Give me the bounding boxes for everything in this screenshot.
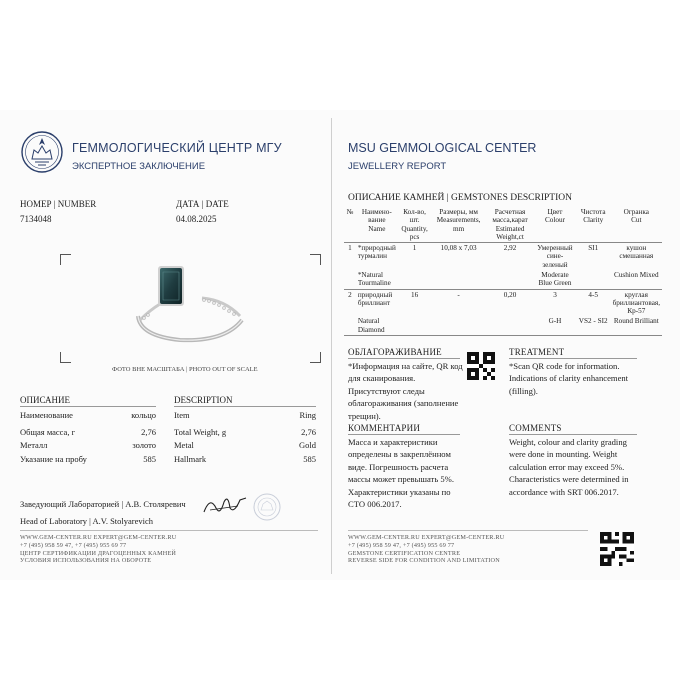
footer-line: УСЛОВИЯ ИСПОЛЬЗОВАНИЯ НА ОБОРОТЕ [20,557,152,565]
row-value-ru: золото [132,440,156,450]
gemstones-table [344,207,662,336]
comments-text-ru: Масса и характеристики определены в закреплённом виде. Погрешность расчета массы может превышать 5%. Характеристики указаны по СТО 006.2017. [348,437,454,510]
description-heading-ru: ОПИСАНИЕ [20,395,71,405]
treatment-text-en: *Scan QR code for information. Indications of clarity enhancement (filling). [509,361,629,396]
comments-heading-en: COMMENTS [509,423,562,433]
enhancement-heading-ru: ОБЛАГОРАЖИВАНИЕ [348,347,442,357]
qr-code-icon [467,352,495,380]
cell-weight: 2,92 [503,244,517,253]
number-value: 7134048 [20,214,52,224]
ring-photo [130,258,250,348]
table-row-en [344,270,662,289]
footer-line: +7 (495) 958 59 47, +7 (495) 955 69 77 [348,541,455,549]
row-value-ru: кольцо [131,410,156,420]
photo-frame-corner [60,254,71,265]
column-header: Цвет Colour [534,207,576,243]
divider [174,406,316,407]
cell-cut-en: Cushion Mixed [614,270,659,279]
table-row-en [344,316,662,335]
footer-line: WWW.GEM-CENTER.RU EXPERT@GEM-CENTER.RU [348,534,505,541]
row-label-en: Total Weight, g [174,427,227,437]
date-label: ДАТА | DATE [176,199,229,209]
cell-weight: 0,20 [503,290,517,299]
table-row [344,289,662,316]
row-value-en: 2,76 [301,427,316,437]
cell-clarity-en [576,270,611,289]
report-subtitle-ru: ЭКСПЕРТНОЕ ЗАКЛЮЧЕНИЕ [72,161,206,172]
row-value-en: Ring [299,410,316,420]
cell-color: Умеренный сине-зеленый [537,244,573,269]
fold-divider [331,118,332,574]
column-header: Размеры, мм Measurements, mm [431,207,486,243]
footer-line: +7 (495) 958 59 47, +7 (495) 955 69 77 [20,541,127,549]
row-label-ru: Наименование [20,410,73,420]
table-header-row [344,207,662,243]
enhancement-text-ru: *Информация на сайте, QR код для сканирования. Присутствуют следы облагораживания (заполнение трещин). [348,361,463,421]
date-value: 04.08.2025 [176,214,217,224]
cell-cut: круглая бриллиантовая, Кр-57 [612,290,660,316]
certificate-sheet [0,110,680,580]
column-header: Чистота Clarity [576,207,611,243]
left-footer [20,534,176,565]
row-label-en: Item [174,410,190,420]
column-header: Кол-во, шт. Quantity, pcs [398,207,431,243]
cell-size: 10,08 x 7,03 [440,244,477,253]
row-label-ru: Указание на пробу [20,454,87,464]
cell-cut: кушон смешанная [619,244,654,261]
number-label: НОМЕР | NUMBER [20,199,97,209]
row-label-en: Metal [174,440,194,450]
column-header: Расчетная масса,карат Estimated Weight,ct [486,207,534,243]
cell-qty: 1 [412,244,417,253]
comments-text-en: Weight, colour and clarity grading were done in mounting. Weight calculation error may exceed 5%. Characteristics were determined in accordance with SRT 006.2017. [509,437,629,497]
divider [509,358,637,359]
row-value-ru: 585 [143,454,156,464]
row-value-en: 585 [303,454,316,464]
cell-size: - [457,290,460,299]
cell-name: *природный турмалин [357,244,396,261]
center-title-ru: ГЕММОЛОГИЧЕСКИЙ ЦЕНТР МГУ [72,141,282,155]
column-header: № [344,207,356,243]
description-heading-en: DESCRIPTION [174,395,233,405]
photo-frame-corner [310,254,321,265]
row-label-en: Hallmark [174,454,207,464]
cell-no: 1 [348,244,352,253]
photo-caption: ФОТО ВНЕ МАСШТАБА | PHOTO OUT OF SCALE [112,366,258,373]
divider [20,406,156,407]
head-of-lab-en: Head of Laboratory | A.V. Stolyarevich [20,516,154,526]
divider [348,434,460,435]
cell-name-en: Natural Diamond [357,317,385,334]
cell-color-en: G-H [548,317,562,326]
photo-frame-corner [310,352,321,363]
cell-name: природный бриллиант [357,290,393,307]
cell-clarity-en: VS2 - SI2 [578,317,608,326]
right-footer [348,534,504,565]
cell-qty: 16 [410,290,419,299]
footer-line: WWW.GEM-CENTER.RU EXPERT@GEM-CENTER.RU [20,534,177,541]
stamp-icon [252,492,282,522]
center-title-en: MSU GEMMOLOGICAL CENTER [348,141,537,155]
qr-code-icon [600,532,634,566]
comments-heading-ru: КОММЕНТАРИИ [348,423,421,433]
row-label-ru: Общая масса, г [20,427,76,437]
footer-line: REVERSE SIDE FOR CONDITION AND LIMITATION [348,557,500,565]
row-value-ru: 2,76 [141,427,156,437]
cell-name-en: *Natural Tourmaline [357,270,391,288]
divider [348,358,460,359]
table-row [344,243,662,270]
photo-frame-corner [60,352,71,363]
footer-line: ЦЕНТР СЕРТИФИКАЦИИ ДРАГОЦЕННЫХ КАМНЕЙ [20,549,177,557]
cell-clarity: 4-5 [588,290,598,299]
cell-color-en: Moderate Blue Green [538,270,572,288]
signature-icon [200,490,250,520]
report-subtitle-en: JEWELLERY REPORT [348,161,447,172]
divider [20,530,318,531]
divider [348,530,588,531]
cell-cut-en: Round Brilliant [613,317,659,326]
cell-no: 2 [348,290,352,299]
column-header: Огранка Cut [611,207,662,243]
divider [509,434,637,435]
gemstones-heading: ОПИСАНИЕ КАМНЕЙ | GEMSTONES DESCRIPTION [348,193,572,203]
row-label-ru: Металл [20,440,48,450]
footer-line: GEMSTONE CERTIFICATION CENTRE [348,549,461,557]
cell-color: 3 [553,290,557,299]
row-value-en: Gold [299,440,316,450]
head-of-lab-ru: Заведующий Лабораторией | А.В. Столяревич [20,499,186,509]
treatment-heading-en: TREATMENT [509,347,565,357]
cell-clarity: SI1 [588,244,599,253]
msu-logo-icon [20,130,64,174]
column-header: Наимено-вание Name [356,207,398,243]
